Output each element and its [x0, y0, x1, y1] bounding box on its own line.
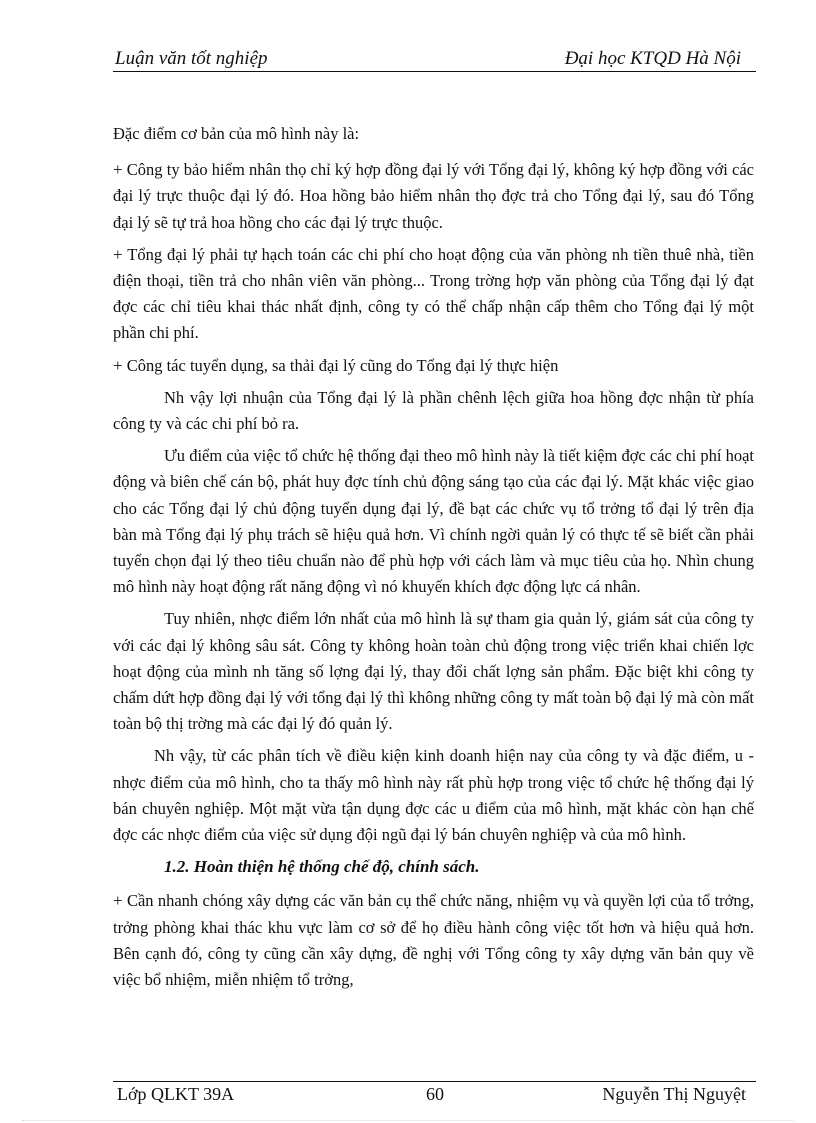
page-body	[113, 121, 754, 999]
body-paragraph: Nh vậy, từ các phân tích về điều kiện kinh doanh hiện nay của công ty và đặc điểm, u - nhợc điểm của mô hình, cho ta thấy mô hình này rất phù hợp trong việc tổ chức hệ thống đại lý bán chuyên nghiệp. Một mặt vừa tận dụng đợc các u điểm của mô hình, mặt khác còn hạn chế đợc các nhợc điểm của việc sử dụng đội ngũ đại lý bán chuyên nghiệp và của mô hình.	[113, 746, 754, 845]
page-edge-dotted-line	[22, 1120, 794, 1121]
header-thesis-label: Luận văn tốt nghiệp	[115, 48, 268, 69]
body-paragraph: Ưu điểm của việc tổ chức hệ thống đại theo mô hình này là tiết kiệm đợc các chi phí hoạt động và biên chế cán bộ, phát huy đợc tính chủ động sáng tạo của các đại lý. Mặt khác việc giao cho các Tổng đại lý chủ động tuyển dụng đại lý, đề bạt các chức vụ tổ trởng tổ đại lý trên địa bàn mà Tổng đại lý phụ trách sẽ hiệu quả hơn. Vì chính ngời quản lý có thực tế sẽ biết cần phải tuyển chọn đại lý theo tiêu chuẩn nào để phù hợp với cách làm và mục tiêu của họ. Nhìn chung mô hình này hoạt động rất năng động vì nó khuyến khích đợc động lực cá nhân.	[113, 446, 754, 597]
bullet-paragraph	[113, 888, 754, 993]
section-heading: 1.2. Hoàn thiện hệ thống chế độ, chính sách.	[164, 857, 480, 877]
bullet-text: Công tác tuyển dụng, sa thải đại lý cũng do Tổng đại lý thực hiện	[126, 355, 559, 375]
page-header	[113, 48, 753, 72]
body-paragraph: Tuy nhiên, nhợc điểm lớn nhất của mô hình là sự tham gia quản lý, giám sát của công ty với các đại lý không sâu sát. Công ty không hoàn toàn chủ động trong việc triển khai chiến lợc hoạt động của mình nh tăng số lợng đại lý, thay đổi chất lợng sản phẩm. Đặc biệt khi công ty chấm dứt hợp đồng đại lý với tổng đại lý thì không những công ty mất toàn bộ đại lý mà còn mất toàn bộ thị trờng mà các đại lý đó quản lý.	[113, 609, 754, 734]
bullet-text: Công ty bảo hiểm nhân thọ chỉ ký hợp đồng đại lý với Tổng đại lý, không ký hợp đồng với các đại lý trực thuộc đại lý đó. Hoa hồng bảo hiểm nhân thọ đợc trả cho Tổng đại lý, sau đó Tổng đại lý sẽ tự trả hoa hồng cho các đại lý trực thuộc.	[113, 160, 755, 232]
plus-bullet: +	[113, 244, 123, 264]
bullet-paragraph	[113, 157, 754, 236]
bullet-paragraph	[113, 242, 754, 347]
footer-author-label: Nguyễn Thị Nguyệt	[602, 1084, 746, 1104]
footer-class-label: Lớp QLKT 39A	[117, 1084, 235, 1104]
footer-rule	[113, 1081, 756, 1082]
plus-bullet: +	[113, 891, 123, 911]
page-number: 60	[426, 1084, 444, 1104]
page-footer	[113, 1084, 756, 1108]
header-rule	[113, 71, 756, 72]
bullet-text: Tổng đại lý phải tự hạch toán các chi phí cho hoạt động của văn phòng nh tiền thuê nhà, tiền điện thoại, tiền trả cho nhân viên văn phòng... Trong trờng hợp văn phòng của Tổng đại lý đạt đợc các chỉ tiêu khai thác nhất định, công ty có thể chấp nhận cấp thêm cho Tổng đại lý một phần chi phí.	[113, 244, 754, 343]
body-paragraph: Nh vậy lợi nhuận của Tổng đại lý là phần chênh lệch giữa hoa hồng đợc nhận từ phía công ty và các chi phí bỏ ra.	[113, 387, 754, 434]
intro-paragraph: Đặc điểm cơ bản của mô hình này là:	[113, 124, 360, 143]
plus-bullet: +	[113, 160, 123, 180]
bullet-text: Cần nhanh chóng xây dựng các văn bản cụ thể chức năng, nhiệm vụ và quyền lợi của tổ trởng, trởng phòng khai thác khu vực làm cơ sở để họ điều hành công việc tốt hơn và hiệu quả hơn. Bên cạnh đó, công ty cũng cần xây dựng, đề nghị với Tổng công ty xây dựng văn bản quy về việc bổ nhiệm, miễn nhiệm tổ trởng,	[113, 891, 755, 990]
header-university-label: Đại học KTQD Hà Nội	[564, 48, 741, 69]
plus-bullet: +	[113, 355, 123, 375]
bullet-paragraph	[113, 353, 754, 379]
